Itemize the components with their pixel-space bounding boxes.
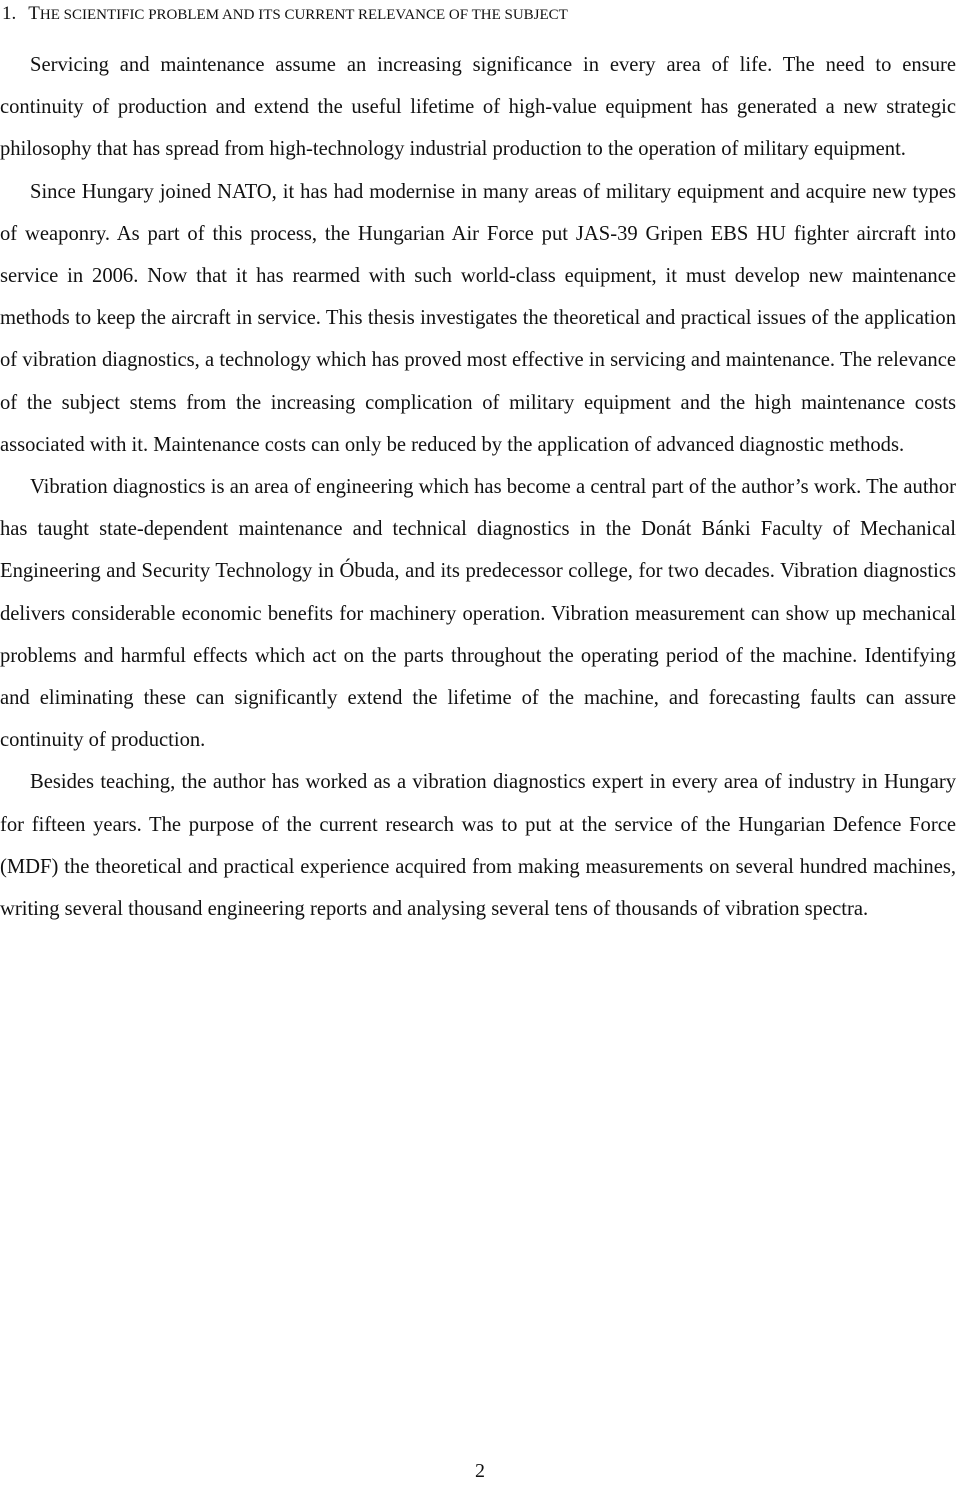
- paragraph-3: Vibration diagnostics is an area of engineering which has become a central part of the author’s work. The author has taught state-dependent maintenance and technical diagnostics in the Donát Bánki Faculty of Mechanical Engineering and Security Technology in Óbuda, and its predecessor college, for two decades. Vibration diagnostics delivers considerable economic benefits for machinery operation. Vibration measurement can show up mechanical problems and harmful effects which act on the parts throughout the operating period of the machine. Identifying and eliminating these can significantly extend the lifetime of the machine, and forecasting faults can assure continuity of production.: [0, 476, 956, 752]
- paragraph-4: Besides teaching, the author has worked as a vibration diagnostics expert in every area of industry in Hungary for fifteen years. The purpose of the current research was to put at the service of the Hungarian Defence Force (MDF) the theoretical and practical experience acquired from making measurements on several hundred machines, writing several thousand engineering reports and analysing several tens of thousands of vibration spectra.: [0, 771, 956, 921]
- paragraph-2: Since Hungary joined NATO, it has had modernise in many areas of military equipment and acquire new types of weaponry. As part of this process, the Hungarian Air Force put JAS-39 Gripen EBS HU fighter aircraft into service in 2006. Now that it has rearmed with such world-class equipment, it must develop new maintenance methods to keep the aircraft in service. This thesis investigates the theoretical and practical issues of the application of vibration diagnostics, a technology which has proved most effective in servicing and maintenance. The relevance of the subject stems from the increasing complication of military equipment and the high maintenance costs associated with it. Maintenance costs can only be reduced by the application of advanced diagnostic methods.: [0, 180, 956, 456]
- section-number: 1.: [2, 3, 17, 24]
- paragraph-1: Servicing and maintenance assume an increasing significance in every area of life. The need to ensure continuity of production and extend the useful lifetime of high-value equipment has generated a new strategic philosophy that has spread from high-technology industrial production to the operation of military equipment.: [0, 54, 956, 161]
- section-heading: [2, 2, 568, 27]
- body-text: [0, 44, 956, 930]
- section-title-rest: HE SCIENTIFIC PROBLEM AND ITS CURRENT RELEVANCE OF THE SUBJECT: [39, 7, 568, 23]
- section-title-initial: T: [28, 3, 40, 24]
- page-number: 2: [475, 1460, 485, 1482]
